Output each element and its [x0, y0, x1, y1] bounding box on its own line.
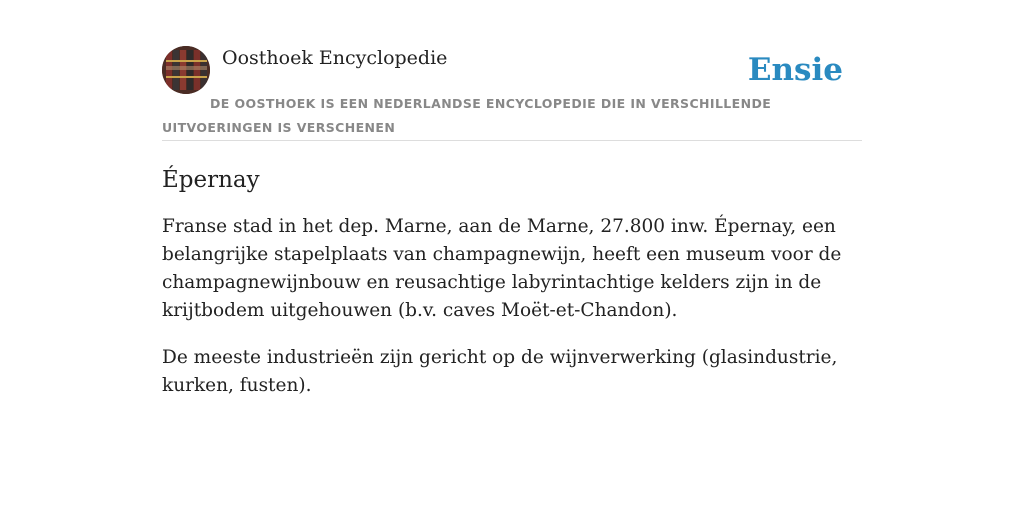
page-container [162, 46, 862, 400]
site-tagline: DE OOSTHOEK IS EEN NEDERLANDSE ENCYCLOPEDIE DIE IN VERSCHILLENDE UITVOERINGEN IS VERSCHENEN [162, 96, 772, 135]
site-header [162, 46, 862, 141]
article-paragraph: Franse stad in het dep. Marne, aan de Marne, 27.800 inw. Épernay, een belangrijke stapelplaats van champagnewijn, heeft een museum voor de champagnewijnbouw en reusachtige labyrintachtige kelders zijn in de krijtbodem uitgehouwen (b.v. caves Moët-et-Chandon). [162, 216, 842, 321]
book-spines-icon[interactable] [162, 46, 210, 94]
site-title[interactable]: Oosthoek Encyclopedie [222, 47, 448, 69]
article-title: Épernay [162, 167, 260, 193]
brand-logo[interactable]: Ensie [747, 52, 843, 88]
article-paragraph: De meeste industrieën zijn gericht op de wijnverwerking (glasindustrie, kurken, fusten). [162, 347, 838, 396]
